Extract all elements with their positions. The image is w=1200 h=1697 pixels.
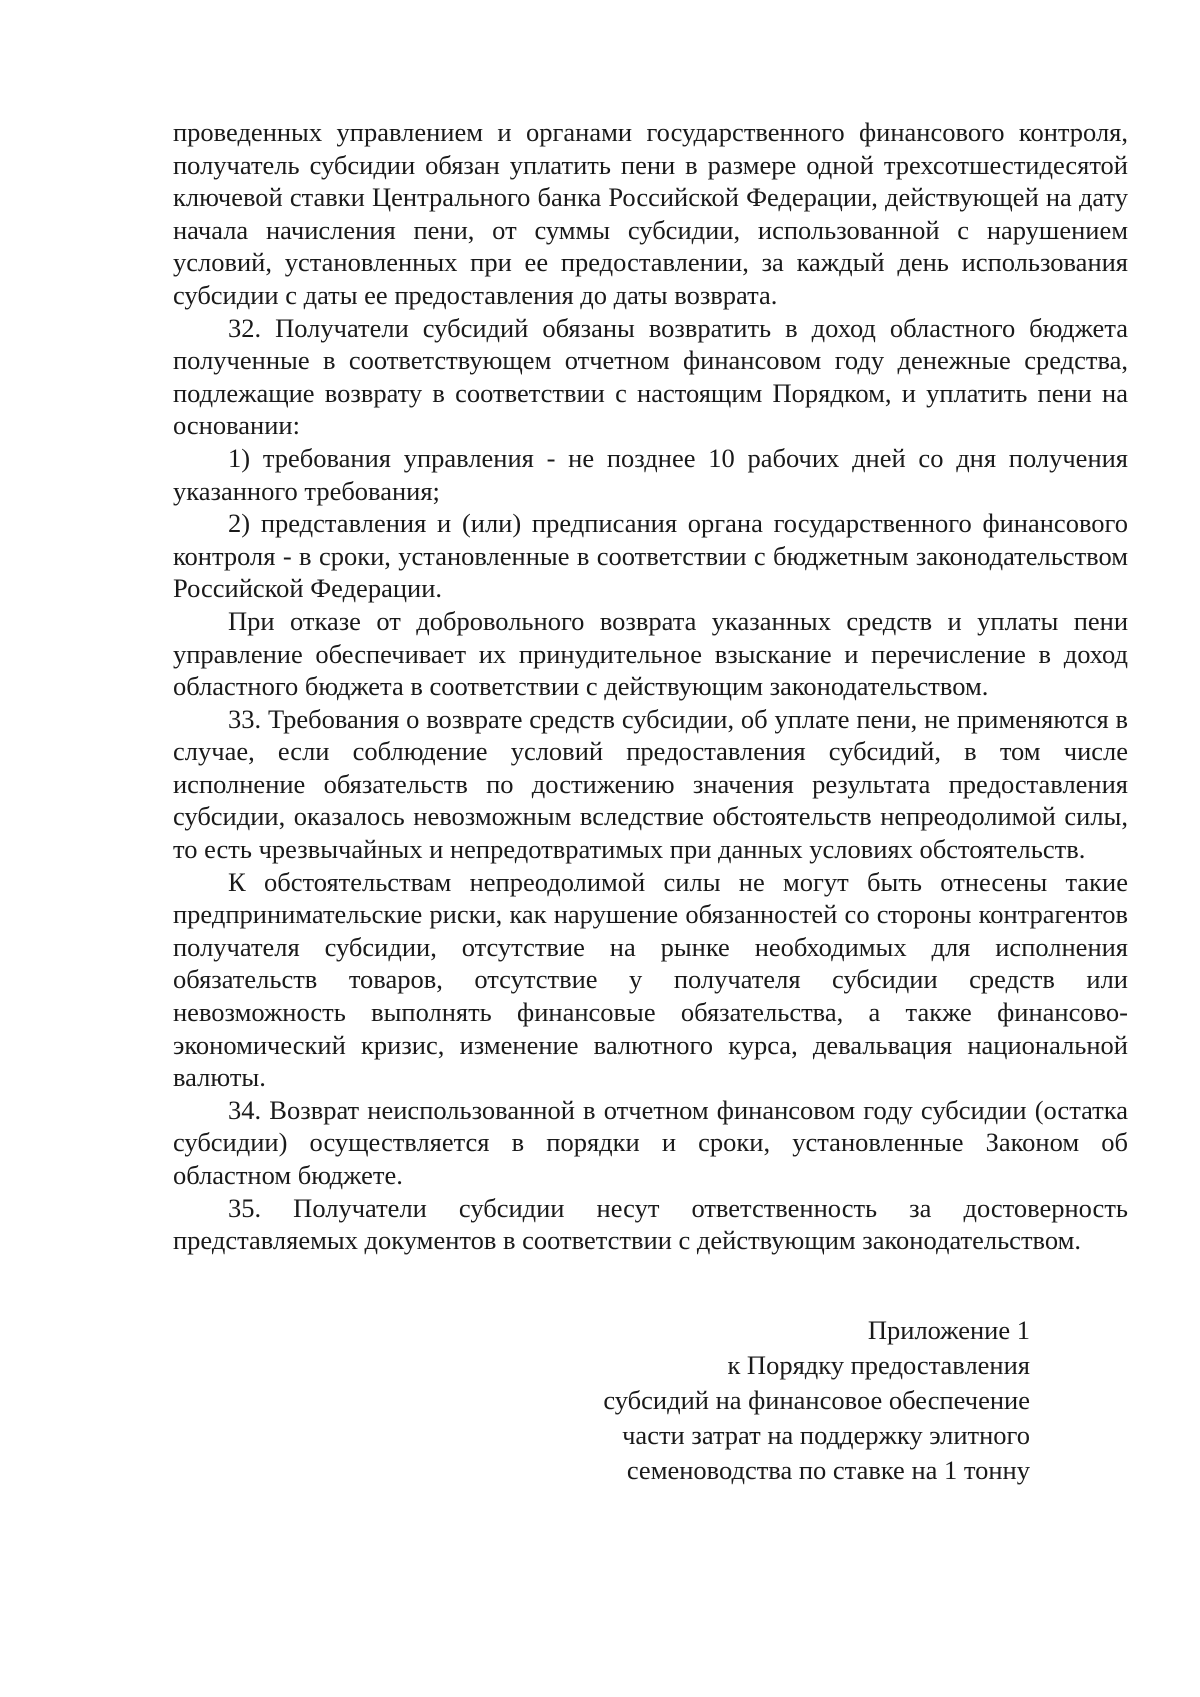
appendix-line-4: части затрат на поддержку элитного [622,1420,1030,1450]
appendix-line-2: к Порядку предоставления [727,1350,1030,1380]
paragraph-refusal: При отказе от добровольного возврата указанных средств и уплаты пени управление обеспечивает их принудительное взыскание и перечисление в доход областного бюджета в соответствии с действующим законодательством. [173,605,1128,702]
appendix-heading [330,1313,1030,1488]
paragraph-subitem-1: 1) требования управления - не позднее 10 рабочих дней со дня получения указанного требования; [173,442,1128,506]
paragraph-item-34: 34. Возврат неиспользованной в отчетном финансовом году субсидии (остатка субсидии) осуществляется в порядки и сроки, установленные Законом об областном бюджете. [173,1094,1128,1190]
paragraph-force-majeure: К обстоятельствам непреодолимой силы не могут быть отнесены такие предпринимательские риски, как нарушение обязанностей со стороны контрагентов получателя субсидии, отсутствие на рынке необходимых для исполнения обязательств товаров, отсутствие у получателя субсидии средств или невозможность выполнять финансовые обязательства, а также финансово-экономический кризис, изменение валютного курса, девальвация национальной валюты. [173,866,1128,1093]
paragraph-item-32: 32. Получатели субсидий обязаны возвратить в доход областного бюджета полученные в соответствующем отчетном финансовом году денежные средства, подлежащие возврату в соответствии с настоящим Порядком, и уплатить пени на основании: [173,312,1128,441]
appendix-line-1: Приложение 1 [867,1315,1030,1345]
paragraph-continuation: проведенных управлением и органами государственного финансового контроля, получатель субсидии обязан уплатить пени в размере одной трехсотшестидесятой ключевой ставки Центрального банка Российской Федерации, действующей на дату начала начисления пени, от суммы субсидии, использованной с нарушением условий, установленных при ее предоставлении, за каждый день использования субсидии с даты ее предоставления до даты возврата. [173,117,1128,310]
document-page [173,116,1128,1257]
paragraph-item-35: 35. Получатели субсидии несут ответственность за достоверность представляемых документов в соответствии с действующим законодательством. [173,1192,1128,1256]
paragraph-subitem-2: 2) представления и (или) предписания органа государственного финансового контроля - в сроки, установленные в соответствии с бюджетным законодательством Российской Федерации. [173,508,1128,604]
appendix-line-5: семеноводства по ставке на 1 тонну [626,1455,1030,1485]
paragraph-item-33: 33. Требования о возврате средств субсидии, об уплате пени, не применяются в случае, если соблюдение условий предоставления субсидий, в том числе исполнение обязательств по достижению значения результата предоставления субсидии, оказалось невозможным вследствие обстоятельств непреодолимой силы, то есть чрезвычайных и непредотвратимых при данных условиях обстоятельств. [173,703,1128,865]
appendix-line-3: субсидий на финансовое обеспечение [603,1385,1030,1415]
